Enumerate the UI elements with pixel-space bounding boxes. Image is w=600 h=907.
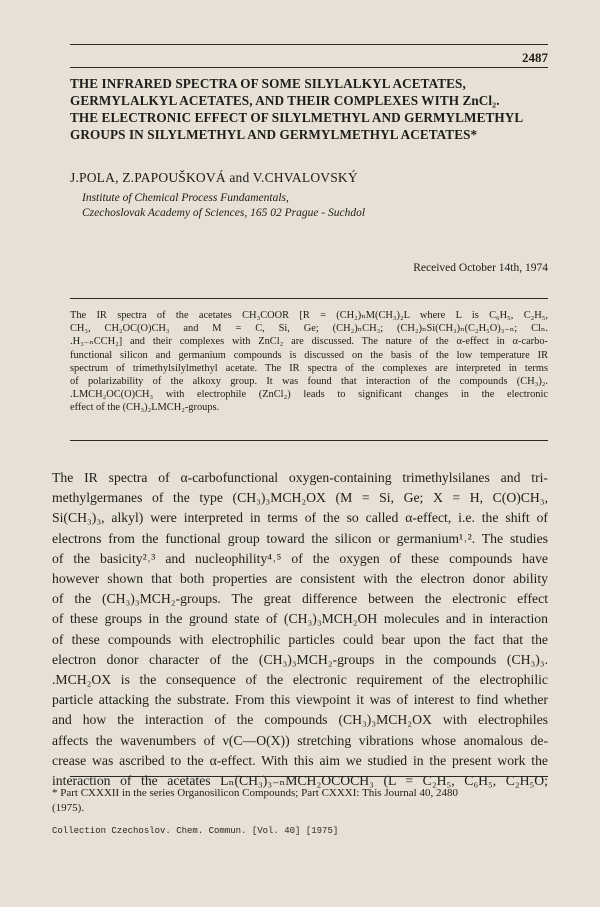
body-line: particle attacking the substrate. From this viewpoint it was of interest to find whether [52, 692, 548, 708]
body-line: electrons from the functional group toward the silicon or germanium¹˒². The studies [52, 530, 548, 546]
abstract [70, 309, 548, 415]
body-line: however shown that both properties are consistent with the electron donor ability [52, 571, 548, 587]
title-line: GERMYLALKYL ACETATES, AND THEIR COMPLEXES WITH ZnCl₂. [70, 93, 500, 108]
affiliation-line: Czechoslovak Academy of Sciences, 165 02 Prague - Suchdol [82, 207, 366, 219]
abstract-line: .LMCH₂OC(O)CH₃ with electrophile (ZnCl₂) leads to significant changes in the electronic [70, 389, 548, 401]
body-line: The IR spectra of α-carbofunctional oxygen-containing trimethylsilanes and tri- [52, 470, 548, 485]
body-line: and how the interaction of the compounds (CH₃)₃MCH₂OX with electrophiles [52, 712, 548, 728]
abstract-line: functional silicon and germanium compounds is discussed on the basis of the low temperature IR [70, 349, 548, 361]
journal-citation: Collection Czechoslov. Chem. Commun. [Vol. 40] [1975] [52, 826, 339, 836]
affiliation-line: Institute of Chemical Process Fundamentals, [82, 192, 289, 204]
body-line: affects the wavenumbers of ν(C—O(X)) stretching vibrations whose anomalous de- [52, 732, 548, 748]
body-line: .MCH₂OX is the consequence of the electronic requirement of the electrophilic [52, 672, 548, 688]
header-rule [70, 67, 548, 68]
body-line: Si(CH₃)₃, alkyl) were interpreted in terms of the so called α-effect, i.e. the shift of [52, 510, 548, 526]
abstract-line: of polarizability of the alkoxy group. It was found that interaction of the compounds (CH₃)₂. [70, 376, 548, 388]
title-line: THE ELECTRONIC EFFECT OF SILYLMETHYL AND GERMYLMETHYL [70, 110, 524, 125]
abstract-bottom-rule [70, 440, 548, 441]
article-title [70, 75, 548, 143]
body-line: crease was ascribed to the α-effect. With this aim we studied in the present work the [52, 752, 548, 768]
received-date: Received October 14th, 1974 [413, 262, 548, 274]
footnote-line: * Part CXXXII in the series Organosilicon Compounds; Part CXXXI: This Journal 40, 2480 [52, 787, 458, 799]
body-line: of these compounds with electrophilic particles could bear upon the fact that the [52, 631, 548, 647]
abstract-line: CH₃, CH₂OC(O)CH₃ and M = C, Si, Ge; (CH₂)ₙCH₃; (CH₂)ₙSi(CH₃)ₙ(C₂H₅O)₃₋ₙ; Clₙ. [70, 323, 548, 335]
body-line: electron donor character of the (CH₃)₃MCH₂-groups in the compounds (CH₃)₃. [52, 651, 548, 667]
abstract-line: effect of the (CH₃)₂LMCH₂-groups. [70, 402, 220, 414]
authors: J.POLA, Z.PAPOUŠKOVÁ and V.CHVALOVSKÝ [70, 170, 358, 185]
body-line: interaction of the acetates Lₙ(CH₃)₃₋ₙMCH₂OCOCH₃ (L = C₂H₅, C₆H₅, C₂H₅O; [52, 773, 548, 789]
body-text [52, 468, 548, 791]
body-line: of the basicity²˒³ and nucleophility⁴˒⁵ of the oxygen of these compounds have [52, 550, 548, 566]
affiliation [82, 191, 365, 221]
body-line: methylgermanes of the type (CH₃)₃MCH₂OX (M = Si, Ge; X = H, C(O)CH₃, [52, 490, 548, 506]
footnote [52, 786, 548, 816]
abstract-top-rule [70, 298, 548, 299]
footnote-rule [70, 776, 548, 777]
top-rule [70, 44, 548, 45]
page-number: 2487 [522, 50, 548, 65]
abstract-line: spectrum of trimethylsilylmethyl acetate. The IR spectra of the complexes are interpreted in terms [70, 362, 548, 374]
footnote-line: (1975). [52, 802, 85, 814]
title-line: THE INFRARED SPECTRA OF SOME SILYLALKYL ACETATES, [70, 76, 466, 91]
abstract-line: .H₃₋ₙCCH₂] and their complexes with ZnCl₂ are discussed. The nature of the α-effect in α-carbo- [70, 336, 548, 348]
body-line: of the (CH₃)₃MCH₂-groups. The great difference between the electronic effect [52, 591, 548, 607]
title-line: GROUPS IN SILYLMETHYL AND GERMYLMETHYL ACETATES* [70, 127, 478, 142]
body-line: of these groups in the ground state of (CH₃)₃MCH₂OH molecules and in interaction [52, 611, 548, 627]
abstract-line: The IR spectra of the acetates CH₃COOR [R = (CH₂)ₙM(CH₃)₂L where L is C₆H₅, C₂H₅, [70, 310, 548, 321]
